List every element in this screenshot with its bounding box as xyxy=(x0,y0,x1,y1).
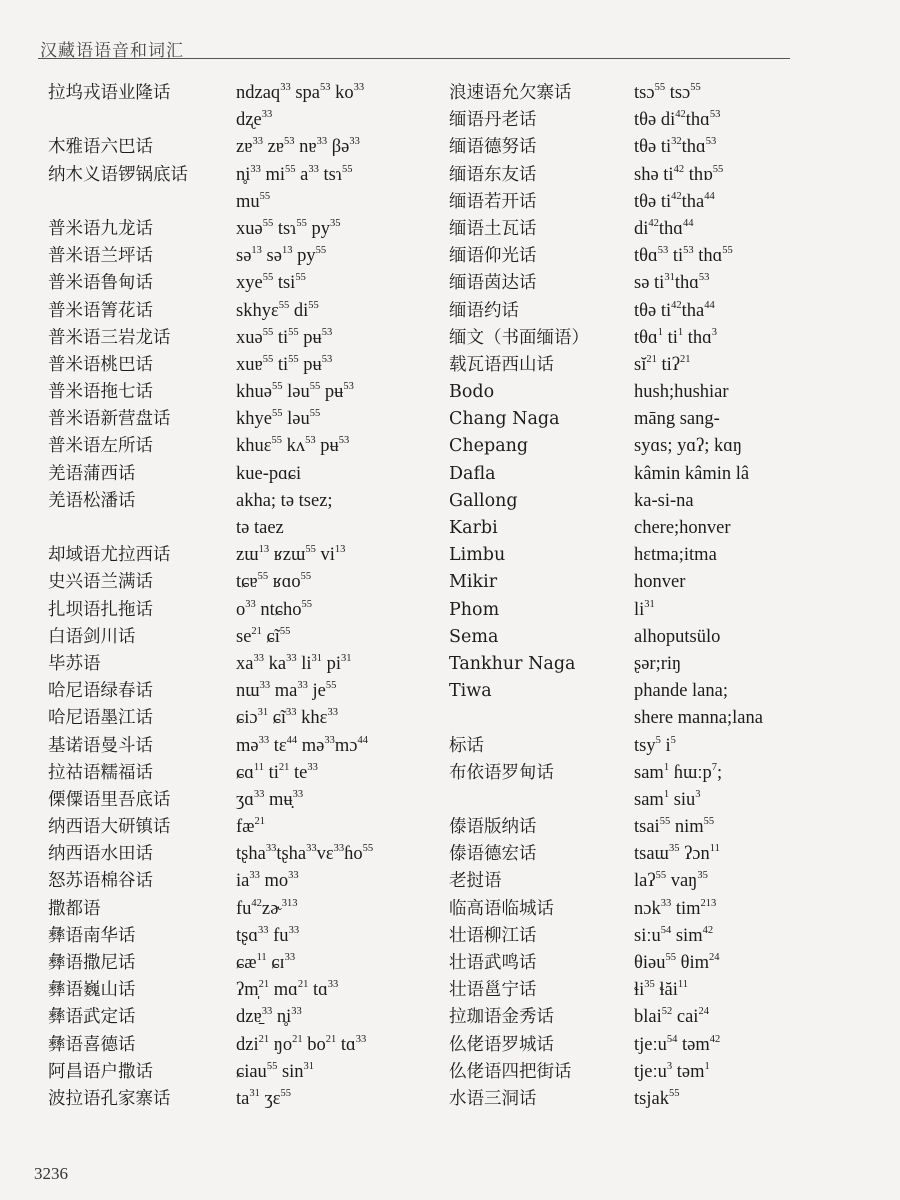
language-name: 拉坞戎语业隆话 xyxy=(48,83,171,103)
word-form: tjeːu$^3$ təm$^1$ xyxy=(634,1060,710,1082)
language-name: 水语三洞话 xyxy=(449,1088,537,1109)
language-name: 纳西语大研镇话 xyxy=(48,817,171,838)
word-form: tʂha$^{33}$tʂha$^{33}$vɛ$^{33}$ɦo$^{55}$ xyxy=(236,843,374,865)
language-name: 仫佬语四把街话 xyxy=(449,1061,572,1082)
word-form: tθə $di^{42}thɑ^{53}$ xyxy=(634,109,721,131)
word-form: khuə$^{55}$ ləu$^{55}$ pʉ$^{53}$ xyxy=(236,381,354,403)
word-form: khye$^{55}$ ləu$^{55}$ xyxy=(236,408,321,430)
language-name: 普米语左所话 xyxy=(48,436,153,457)
language-name: 壮语柳江话 xyxy=(449,925,537,946)
word-form: nɔk$^{33}$ tim$^{213}$ xyxy=(634,897,717,919)
word-form: sə$^{13}$ sə$^{13}$ $py^{55}$ xyxy=(236,245,327,267)
language-name: 老挝语 xyxy=(449,871,502,892)
word-form: tθɑ$^1$ $ti^1$ thɑ$^3$ xyxy=(634,326,718,348)
word-form: xuɐ$^{55}$ $ti^{55}$ pʉ$^{53}$ xyxy=(236,353,333,375)
language-name: Chepang xyxy=(449,436,529,457)
language-name: 波拉语孔家寨话 xyxy=(48,1088,171,1109)
language-name: 毕苏语 xyxy=(48,653,101,674)
language-name xyxy=(449,705,629,732)
language-name: 缅语德努话 xyxy=(449,137,537,158)
language-name: 缅语丹老话 xyxy=(449,110,537,131)
word-form: tsai$^{55}$ nim$^{55}$ xyxy=(634,816,715,838)
language-name: 纳西语水田话 xyxy=(48,844,153,865)
language-name: 临高语临城话 xyxy=(449,898,554,919)
language-name: 木雅语六巴话 xyxy=(48,137,153,158)
language-name: 普米语鲁甸话 xyxy=(48,273,153,294)
word-form: tθə $ti^{42}tha^{44}$ xyxy=(634,190,715,212)
word-form: ka-si-na xyxy=(634,490,694,511)
language-name: 羌语蒲西话 xyxy=(48,463,136,484)
word-form: syɑs; yɑʔ; kɑŋ xyxy=(634,436,743,457)
language-name: Tiwa xyxy=(449,681,492,702)
language-name: 傣语德宏话 xyxy=(449,844,537,865)
word-form: laʔ$^{55}$ vaŋ$^{35}$ xyxy=(634,870,708,892)
language-name: 普米语新营盘话 xyxy=(48,409,171,430)
language-name: Karbi xyxy=(449,518,498,538)
word-form: tjeːu$^{54}$ təm$^{42}$ xyxy=(634,1033,721,1055)
language-name: 缅文（书面缅语） xyxy=(449,327,589,348)
word-form: xuə$^{55}$ tsɿ$^{55}$ $py^{35}$ xyxy=(236,217,341,239)
word-form: dʐe$^{33}$ xyxy=(236,109,273,131)
language-name: 史兴语兰满话 xyxy=(48,572,153,593)
language-column-right xyxy=(449,80,629,1113)
language-name: 载瓦语西山话 xyxy=(449,354,554,375)
word-form: skhyɛ$^{55}$ $di^{55}$ xyxy=(236,299,319,321)
word-form: xuə$^{55}$ $ti^{55}$ pʉ$^{53}$ xyxy=(236,326,333,348)
language-name: 却域语尤拉西话 xyxy=(48,545,171,566)
word-form: dzɐ̱$^{33}$ $n̥i^{33}$ xyxy=(236,1006,302,1028)
word-form: shere manna;lana xyxy=(634,708,763,729)
language-name: 仫佬语罗城话 xyxy=(449,1034,554,1055)
word-form: θiəu$^{55}$ θim$^{24}$ xyxy=(634,952,720,973)
language-name: 普米语箐花话 xyxy=(48,300,153,321)
word-form: phande lana; xyxy=(634,681,728,702)
page-number: 3236 xyxy=(34,1164,68,1183)
language-name: 壮语邕宁话 xyxy=(449,980,537,1001)
language-name xyxy=(48,189,228,216)
word-form: ɕiɔ$^{31}$ ɕĩ$^{33}$ khɛ$^{33}$ xyxy=(236,707,338,729)
language-name: 彝语南华话 xyxy=(48,925,136,946)
language-name: Gallong xyxy=(449,490,518,511)
language-name xyxy=(48,107,228,134)
word-form: ɬi$^{35}$ ɬăi$^{11}$ xyxy=(634,979,689,1001)
language-column-left xyxy=(48,80,228,1113)
word-form: kue-pɑɕi xyxy=(236,463,302,484)
word-form: $xa^{33}$ $ka^{33}$ $li^{31}$ $pi^{31}$ xyxy=(236,652,352,674)
word-form: $li^{31}$ xyxy=(634,598,655,620)
word-form: tɕɐ$^{55}$ ʁɑo$^{55}$ xyxy=(236,571,312,593)
language-name: 怒苏语棉谷话 xyxy=(48,871,153,892)
language-name: 缅语约话 xyxy=(449,300,519,321)
header-rule xyxy=(38,58,790,59)
word-form: $n̥i^{33}$ $mi^{55}$ $a^{33}$ tsɿ$^{55}$ xyxy=(236,163,353,185)
language-name: Bodo xyxy=(449,382,495,403)
language-name: 缅语茵达话 xyxy=(449,273,537,294)
word-form: mə$^{33}$ tɛ$^{44}$ mə$^{33}$mɔ$^{44}$ xyxy=(236,734,368,756)
word-form: tsy$^5$ $i^5$ xyxy=(634,734,676,756)
word-form: $o^{33}$ ntɕho$^{55}$ xyxy=(236,598,312,620)
word-form: alhoputsülo xyxy=(634,626,721,647)
word-form: chere;honver xyxy=(634,518,731,538)
word-form: zɐ$^{33}$ zɐ$^{53}$ nɐ$^{33}$ βə$^{33}$ xyxy=(236,136,360,158)
language-name: 缅语土瓦话 xyxy=(449,218,537,239)
word-form: sam$^1$ ɦɯːp$^7$; xyxy=(634,761,723,783)
word-form: ɕɑ$^{11}$ $ti^{21}$ $te^{33}$ xyxy=(236,761,318,783)
word-form: tsɔ$^{55}$ tsɔ$^{55}$ xyxy=(634,82,701,103)
word-form: $fu^{42}zɚ^{313}$ xyxy=(236,897,298,919)
word-form: ʒɑ$^{33}$ mʉ̣$^{33}$ xyxy=(236,788,304,810)
word-form: tə taez xyxy=(236,518,284,538)
language-name: Tankhur Naga xyxy=(449,653,576,674)
language-name: 哈尼语墨江话 xyxy=(48,708,153,729)
language-name: Mikir xyxy=(449,572,498,593)
language-name: 基诺语曼斗话 xyxy=(48,735,153,756)
word-form: hɛtma;itma xyxy=(634,545,717,566)
language-name: 普米语桃巴话 xyxy=(48,354,153,375)
language-name: Limbu xyxy=(449,545,506,566)
language-name: 标话 xyxy=(449,735,484,756)
language-name: 普米语兰坪话 xyxy=(48,246,153,267)
language-name: 傣语版纳话 xyxy=(449,817,537,838)
language-name: 布依语罗甸话 xyxy=(449,762,554,783)
word-form: siːu$^{54}$ sim$^{42}$ xyxy=(634,924,714,946)
language-name: 普米语拖七话 xyxy=(48,382,153,403)
word-form: ɕiau$^{55}$ $\sin^{31}$ xyxy=(236,1060,315,1082)
language-name: 缅语仰光话 xyxy=(449,246,537,267)
language-name: 普米语九龙话 xyxy=(48,218,153,239)
language-name: Chang Naga xyxy=(449,409,560,430)
language-name: 普米语三岩龙话 xyxy=(48,327,171,348)
word-form: $ia^{33}$ $mo^{33}$ xyxy=(236,870,299,892)
language-name xyxy=(449,787,629,814)
word-form: tθə $ti^{32}thɑ^{53}$ xyxy=(634,136,717,158)
word-form: tʂɑ$^{33}$ $fu^{33}$ xyxy=(236,924,300,946)
word-form: tsjak$^{55}$ xyxy=(634,1087,680,1109)
word-form: $mu^{55}$ xyxy=(236,190,271,212)
word-form: ʂər;riŋ xyxy=(634,653,682,674)
language-name: 拉祜语糯福话 xyxy=(48,762,153,783)
word-form: tθɑ$^{53}$ $ti^{53}$ thɑ$^{55}$ xyxy=(634,245,733,267)
word-column-left xyxy=(236,80,441,1113)
word-form: zɯ$^{13}$ ʁzɯ$^{55}$ $vi^{13}$ xyxy=(236,544,346,566)
word-form: hush;hushiar xyxy=(634,382,729,403)
word-column-right xyxy=(634,80,834,1113)
language-name: 羌语松潘话 xyxy=(48,490,136,511)
language-name: 浪速语允欠寨话 xyxy=(449,83,572,103)
word-form: khuɛ$^{55}$ kʌ$^{53}$ pʉ$^{53}$ xyxy=(236,435,350,457)
word-form: ɕæ$^{11}$ ɕɪ$^{33}$ xyxy=(236,952,296,973)
word-form: xye$^{55}$ tsi$^{55}$ xyxy=(236,272,306,294)
word-form: sam$^1$ siu$^3$ xyxy=(634,788,701,810)
word-form: shə $ti^{42}$ thɒ$^{55}$ xyxy=(634,163,724,185)
language-name: 撒都语 xyxy=(48,898,101,919)
language-name: 扎坝语扎拖话 xyxy=(48,599,153,620)
language-name: 拉珈语金秀话 xyxy=(449,1007,554,1028)
language-name: Sema xyxy=(449,626,499,647)
language-name: 白语剑川话 xyxy=(48,626,136,647)
language-name: 阿昌语户撒话 xyxy=(48,1061,153,1082)
running-header: 汉藏语语音和词汇 xyxy=(40,41,184,61)
language-name: 纳木义语锣锅底话 xyxy=(48,164,188,185)
word-form: tθə $ti^{42}tha^{44}$ xyxy=(634,299,715,321)
language-name: Dafla xyxy=(449,463,496,484)
language-name: 彝语武定话 xyxy=(48,1007,136,1028)
language-name: 缅语东友话 xyxy=(449,164,537,185)
word-form: ndzaq$^{33}$ spa$^{53}$ $ko^{33}$ xyxy=(236,82,365,103)
language-name xyxy=(48,515,228,542)
word-form: $sĭ^{21}$ tiʔ$^{21}$ xyxy=(634,353,691,375)
word-form: $fæ^{21}$ xyxy=(236,816,265,838)
word-form: $di^{42}thɑ^{44}$ xyxy=(634,217,694,239)
word-form: blai$^{52}$ cai$^{24}$ xyxy=(634,1006,709,1028)
language-name: 彝语喜德话 xyxy=(48,1034,136,1055)
language-name: 哈尼语绿春话 xyxy=(48,681,153,702)
word-form: nɯ$^{33}$ $ma^{33}$ $je^{55}$ xyxy=(236,680,337,702)
word-form: honver xyxy=(634,572,686,593)
language-name: Phom xyxy=(449,599,500,620)
language-name: 缅语若开话 xyxy=(449,191,537,212)
language-name: 壮语武鸣话 xyxy=(449,953,537,973)
word-form: akha; tə tsez; xyxy=(236,490,333,511)
word-form: sə $ti^{31}thɑ^{53}$ xyxy=(634,272,710,294)
language-name: 彝语撒尼话 xyxy=(48,953,136,973)
word-form: $ta^{31}$ ʒɛ$^{55}$ xyxy=(236,1087,291,1109)
language-name: 彝语巍山话 xyxy=(48,980,136,1001)
word-form: ʔm̩$^{21}$ mɑ$^{21}$ tɑ$^{33}$ xyxy=(236,979,339,1001)
word-form: tsaɯ$^{35}$ ʔɔn$^{11}$ xyxy=(634,843,720,865)
word-form: dzi$^{21}$ $ŋo^{21}$ $bo^{21}$ tɑ$^{33}$ xyxy=(236,1033,367,1055)
language-name: 傈僳语里吾底话 xyxy=(48,789,171,810)
word-form: $se^{21}$ ɕĩ$^{55}$ xyxy=(236,625,291,647)
word-form: māng sang- xyxy=(634,409,720,430)
word-form: kâmin kâmin lâ xyxy=(634,463,750,484)
